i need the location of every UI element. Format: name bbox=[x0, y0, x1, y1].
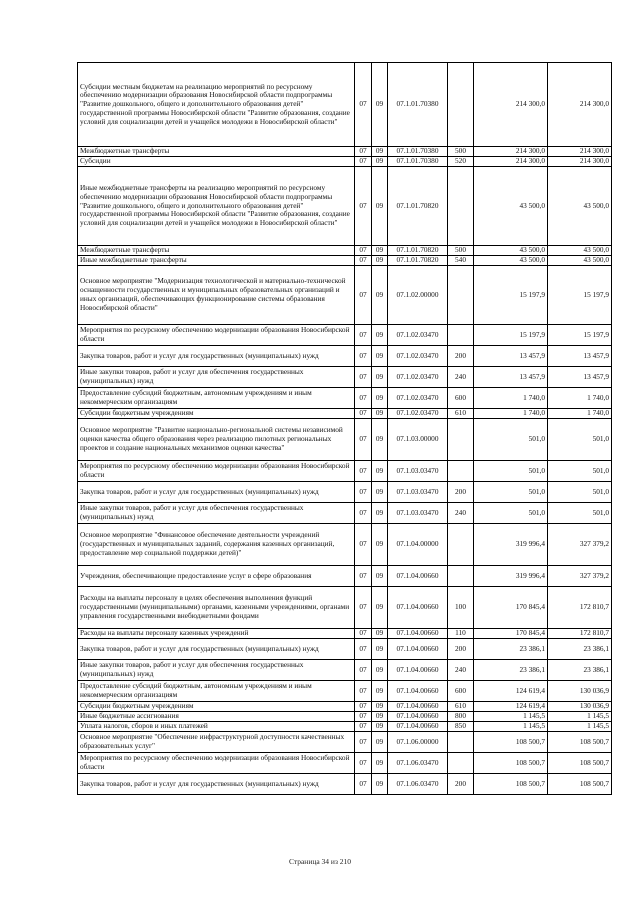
subsection-code-cell: 09 bbox=[372, 367, 388, 388]
section-code-cell: 07 bbox=[355, 167, 372, 246]
target-article-cell: 07.1.04.00660 bbox=[388, 712, 448, 722]
amount-year2-cell: 130 036,9 bbox=[548, 702, 612, 712]
section-code-cell: 07 bbox=[355, 409, 372, 419]
amount-year2-cell: 1 145,5 bbox=[548, 722, 612, 732]
amount-year2-cell: 43 500,0 bbox=[548, 167, 612, 246]
section-code-cell: 07 bbox=[355, 732, 372, 753]
table-row bbox=[78, 167, 612, 246]
expense-type-cell: 600 bbox=[448, 388, 474, 409]
expense-type-cell: 200 bbox=[448, 482, 474, 503]
subsection-code-cell: 09 bbox=[372, 712, 388, 722]
subsection-code-cell: 09 bbox=[372, 629, 388, 639]
section-code-cell: 07 bbox=[355, 681, 372, 702]
section-code-cell: 07 bbox=[355, 246, 372, 256]
target-article-cell: 07.1.01.70380 bbox=[388, 157, 448, 167]
row-name-cell: Иные закупки товаров, работ и услуг для обеспечения государственных (муниципальных) нужд bbox=[78, 503, 355, 524]
subsection-code-cell: 09 bbox=[372, 503, 388, 524]
section-code-cell: 07 bbox=[355, 722, 372, 732]
amount-year2-cell: 172 810,7 bbox=[548, 629, 612, 639]
section-code-cell: 07 bbox=[355, 566, 372, 587]
amount-year2-cell: 43 500,0 bbox=[548, 246, 612, 256]
row-name-cell: Иные закупки товаров, работ и услуг для обеспечения государственных (муниципальных) нужд bbox=[78, 367, 355, 388]
section-code-cell: 07 bbox=[355, 461, 372, 482]
row-name-cell: Субсидии местным бюджетам на реализацию мероприятий по ресурсному обеспечению модернизации образования Новосибирской области подпрограммы "Развитие дошкольного, общего и дополнительного образования детей" государственной программы Новосибирской области "Развитие образования, создание условий для социализации детей и учащейся молодежи в Новосибирской области" bbox=[78, 63, 355, 147]
target-article-cell: 07.1.01.70380 bbox=[388, 147, 448, 157]
target-article-cell: 07.1.03.03470 bbox=[388, 503, 448, 524]
amount-year2-cell: 130 036,9 bbox=[548, 681, 612, 702]
amount-year2-cell: 327 379,2 bbox=[548, 524, 612, 566]
table-row bbox=[78, 639, 612, 660]
table-row bbox=[78, 660, 612, 681]
table-row bbox=[78, 702, 612, 712]
amount-year1-cell: 214 300,0 bbox=[474, 157, 548, 167]
amount-year2-cell: 108 500,7 bbox=[548, 753, 612, 774]
amount-year1-cell: 501,0 bbox=[474, 419, 548, 461]
table-row bbox=[78, 774, 612, 795]
target-article-cell: 07.1.03.03470 bbox=[388, 482, 448, 503]
amount-year1-cell: 319 996,4 bbox=[474, 566, 548, 587]
amount-year1-cell: 108 500,7 bbox=[474, 732, 548, 753]
subsection-code-cell: 09 bbox=[372, 266, 388, 325]
target-article-cell: 07.1.03.00000 bbox=[388, 419, 448, 461]
expense-type-cell: 850 bbox=[448, 722, 474, 732]
subsection-code-cell: 09 bbox=[372, 566, 388, 587]
amount-year2-cell: 501,0 bbox=[548, 503, 612, 524]
expense-type-cell: 240 bbox=[448, 503, 474, 524]
amount-year2-cell: 327 379,2 bbox=[548, 566, 612, 587]
expense-type-cell: 200 bbox=[448, 346, 474, 367]
section-code-cell: 07 bbox=[355, 753, 372, 774]
target-article-cell: 07.1.04.00660 bbox=[388, 587, 448, 629]
row-name-cell: Иные межбюджетные трансферты на реализацию мероприятий по ресурсному обеспечению модернизации образования Новосибирской области подпрограммы "Развитие дошкольного, общего и дополнительного образования детей" государственной программы Новосибирской области "Развитие образования, создание условий для социализации детей и учащейся молодежи в Новосибирской области" bbox=[78, 167, 355, 246]
subsection-code-cell: 09 bbox=[372, 639, 388, 660]
target-article-cell: 07.1.04.00660 bbox=[388, 660, 448, 681]
expense-type-cell: 200 bbox=[448, 774, 474, 795]
expense-type-cell: 240 bbox=[448, 367, 474, 388]
table-row bbox=[78, 681, 612, 702]
amount-year1-cell: 13 457,9 bbox=[474, 346, 548, 367]
amount-year1-cell: 43 500,0 bbox=[474, 256, 548, 266]
section-code-cell: 07 bbox=[355, 157, 372, 167]
expense-type-cell: 500 bbox=[448, 147, 474, 157]
target-article-cell: 07.1.02.03470 bbox=[388, 346, 448, 367]
subsection-code-cell: 09 bbox=[372, 147, 388, 157]
subsection-code-cell: 09 bbox=[372, 660, 388, 681]
row-name-cell: Предоставление субсидий бюджетным, автономным учреждениям и иным некоммерческим организациям bbox=[78, 681, 355, 702]
subsection-code-cell: 09 bbox=[372, 388, 388, 409]
row-name-cell: Предоставление субсидий бюджетным, автономным учреждениям и иным некоммерческим организациям bbox=[78, 388, 355, 409]
table-row bbox=[78, 419, 612, 461]
expense-type-cell bbox=[448, 461, 474, 482]
expense-type-cell: 110 bbox=[448, 629, 474, 639]
expense-type-cell bbox=[448, 63, 474, 147]
expense-type-cell bbox=[448, 266, 474, 325]
section-code-cell: 07 bbox=[355, 256, 372, 266]
table-body bbox=[78, 63, 612, 795]
table-row bbox=[78, 63, 612, 147]
amount-year2-cell: 43 500,0 bbox=[548, 256, 612, 266]
row-name-cell: Закупка товаров, работ и услуг для государственных (муниципальных) нужд bbox=[78, 482, 355, 503]
row-name-cell: Межбюджетные трансферты bbox=[78, 246, 355, 256]
section-code-cell: 07 bbox=[355, 587, 372, 629]
expense-type-cell bbox=[448, 566, 474, 587]
amount-year1-cell: 170 845,4 bbox=[474, 629, 548, 639]
target-article-cell: 07.1.02.03470 bbox=[388, 325, 448, 346]
section-code-cell: 07 bbox=[355, 388, 372, 409]
table-row bbox=[78, 157, 612, 167]
subsection-code-cell: 09 bbox=[372, 419, 388, 461]
section-code-cell: 07 bbox=[355, 629, 372, 639]
section-code-cell: 07 bbox=[355, 639, 372, 660]
subsection-code-cell: 09 bbox=[372, 409, 388, 419]
section-code-cell: 07 bbox=[355, 774, 372, 795]
row-name-cell: Основное мероприятие "Модернизация технологической и материально-технической оснащенности государственных и муниципальных образовательных организаций и иных организаций, обеспечивающих функционирование системы образования Новосибирской области" bbox=[78, 266, 355, 325]
table-row bbox=[78, 388, 612, 409]
row-name-cell: Субсидии бюджетным учреждениям bbox=[78, 702, 355, 712]
row-name-cell: Иные бюджетные ассигнования bbox=[78, 712, 355, 722]
section-code-cell: 07 bbox=[355, 482, 372, 503]
subsection-code-cell: 09 bbox=[372, 524, 388, 566]
table-row bbox=[78, 266, 612, 325]
table-row bbox=[78, 482, 612, 503]
amount-year1-cell: 15 197,9 bbox=[474, 266, 548, 325]
amount-year1-cell: 170 845,4 bbox=[474, 587, 548, 629]
row-name-cell: Закупка товаров, работ и услуг для государственных (муниципальных) нужд bbox=[78, 639, 355, 660]
expense-type-cell: 200 bbox=[448, 639, 474, 660]
amount-year1-cell: 15 197,9 bbox=[474, 325, 548, 346]
expense-type-cell bbox=[448, 753, 474, 774]
subsection-code-cell: 09 bbox=[372, 167, 388, 246]
amount-year2-cell: 214 300,0 bbox=[548, 63, 612, 147]
expense-type-cell: 520 bbox=[448, 157, 474, 167]
subsection-code-cell: 09 bbox=[372, 157, 388, 167]
amount-year1-cell: 214 300,0 bbox=[474, 147, 548, 157]
amount-year2-cell: 501,0 bbox=[548, 419, 612, 461]
target-article-cell: 07.1.01.70820 bbox=[388, 167, 448, 246]
amount-year2-cell: 214 300,0 bbox=[548, 157, 612, 167]
target-article-cell: 07.1.01.70820 bbox=[388, 246, 448, 256]
amount-year1-cell: 23 386,1 bbox=[474, 639, 548, 660]
amount-year1-cell: 1 145,5 bbox=[474, 722, 548, 732]
row-name-cell: Основное мероприятие "Развитие национально-региональной системы независимой оценки качества общего образования через реализацию пилотных региональных проектов и создание национальных механизмов оценки качества" bbox=[78, 419, 355, 461]
expense-type-cell bbox=[448, 325, 474, 346]
amount-year1-cell: 501,0 bbox=[474, 461, 548, 482]
expense-type-cell: 610 bbox=[448, 702, 474, 712]
section-code-cell: 07 bbox=[355, 266, 372, 325]
target-article-cell: 07.1.03.03470 bbox=[388, 461, 448, 482]
table-row bbox=[78, 712, 612, 722]
target-article-cell: 07.1.04.00660 bbox=[388, 639, 448, 660]
amount-year2-cell: 13 457,9 bbox=[548, 346, 612, 367]
target-article-cell: 07.1.02.00000 bbox=[388, 266, 448, 325]
amount-year2-cell: 108 500,7 bbox=[548, 774, 612, 795]
target-article-cell: 07.1.04.00000 bbox=[388, 524, 448, 566]
amount-year1-cell: 1 740,0 bbox=[474, 409, 548, 419]
target-article-cell: 07.1.04.00660 bbox=[388, 681, 448, 702]
expense-type-cell: 240 bbox=[448, 660, 474, 681]
row-name-cell: Мероприятия по ресурсному обеспечению модернизации образования Новосибирской области bbox=[78, 325, 355, 346]
target-article-cell: 07.1.06.03470 bbox=[388, 753, 448, 774]
subsection-code-cell: 09 bbox=[372, 246, 388, 256]
amount-year1-cell: 501,0 bbox=[474, 503, 548, 524]
amount-year2-cell: 501,0 bbox=[548, 461, 612, 482]
amount-year1-cell: 23 386,1 bbox=[474, 660, 548, 681]
target-article-cell: 07.1.04.00660 bbox=[388, 722, 448, 732]
amount-year1-cell: 1 145,5 bbox=[474, 712, 548, 722]
table-row bbox=[78, 461, 612, 482]
expense-type-cell: 800 bbox=[448, 712, 474, 722]
row-name-cell: Мероприятия по ресурсному обеспечению модернизации образования Новосибирской области bbox=[78, 753, 355, 774]
subsection-code-cell: 09 bbox=[372, 325, 388, 346]
table-row bbox=[78, 524, 612, 566]
expense-type-cell: 540 bbox=[448, 256, 474, 266]
table-row bbox=[78, 409, 612, 419]
amount-year2-cell: 15 197,9 bbox=[548, 266, 612, 325]
row-name-cell: Межбюджетные трансферты bbox=[78, 147, 355, 157]
amount-year2-cell: 23 386,1 bbox=[548, 660, 612, 681]
target-article-cell: 07.1.04.00660 bbox=[388, 702, 448, 712]
row-name-cell: Основное мероприятие "Финансовое обеспечение деятельности учреждений (государственных и муниципальных заданий, содержания казенных организаций, предоставление мер социальной поддержки детей)" bbox=[78, 524, 355, 566]
target-article-cell: 07.1.01.70820 bbox=[388, 256, 448, 266]
amount-year2-cell: 214 300,0 bbox=[548, 147, 612, 157]
table-row bbox=[78, 325, 612, 346]
amount-year2-cell: 1 145,5 bbox=[548, 712, 612, 722]
table-row bbox=[78, 346, 612, 367]
row-name-cell: Закупка товаров, работ и услуг для государственных (муниципальных) нужд bbox=[78, 346, 355, 367]
amount-year1-cell: 43 500,0 bbox=[474, 246, 548, 256]
expense-type-cell: 500 bbox=[448, 246, 474, 256]
row-name-cell: Учреждения, обеспечивающие предоставление услуг в сфере образования bbox=[78, 566, 355, 587]
expense-type-cell bbox=[448, 524, 474, 566]
expense-type-cell bbox=[448, 167, 474, 246]
amount-year1-cell: 1 740,0 bbox=[474, 388, 548, 409]
subsection-code-cell: 09 bbox=[372, 702, 388, 712]
row-name-cell: Субсидии бюджетным учреждениям bbox=[78, 409, 355, 419]
target-article-cell: 07.1.01.70380 bbox=[388, 63, 448, 147]
section-code-cell: 07 bbox=[355, 325, 372, 346]
table-row bbox=[78, 587, 612, 629]
amount-year2-cell: 172 810,7 bbox=[548, 587, 612, 629]
row-name-cell: Закупка товаров, работ и услуг для государственных (муниципальных) нужд bbox=[78, 774, 355, 795]
amount-year2-cell: 1 740,0 bbox=[548, 409, 612, 419]
subsection-code-cell: 09 bbox=[372, 256, 388, 266]
table-row bbox=[78, 367, 612, 388]
amount-year2-cell: 501,0 bbox=[548, 482, 612, 503]
row-name-cell: Субсидии bbox=[78, 157, 355, 167]
amount-year1-cell: 501,0 bbox=[474, 482, 548, 503]
amount-year1-cell: 319 996,4 bbox=[474, 524, 548, 566]
table-row bbox=[78, 722, 612, 732]
amount-year2-cell: 13 457,9 bbox=[548, 367, 612, 388]
target-article-cell: 07.1.02.03470 bbox=[388, 409, 448, 419]
expense-type-cell: 100 bbox=[448, 587, 474, 629]
page-number: Страница 34 из 210 bbox=[288, 857, 352, 866]
target-article-cell: 07.1.06.00000 bbox=[388, 732, 448, 753]
subsection-code-cell: 09 bbox=[372, 753, 388, 774]
expense-type-cell: 600 bbox=[448, 681, 474, 702]
section-code-cell: 07 bbox=[355, 346, 372, 367]
expense-type-cell: 610 bbox=[448, 409, 474, 419]
amount-year2-cell: 1 740,0 bbox=[548, 388, 612, 409]
subsection-code-cell: 09 bbox=[372, 63, 388, 147]
section-code-cell: 07 bbox=[355, 503, 372, 524]
subsection-code-cell: 09 bbox=[372, 482, 388, 503]
subsection-code-cell: 09 bbox=[372, 774, 388, 795]
subsection-code-cell: 09 bbox=[372, 587, 388, 629]
target-article-cell: 07.1.02.03470 bbox=[388, 388, 448, 409]
section-code-cell: 07 bbox=[355, 419, 372, 461]
table-row bbox=[78, 629, 612, 639]
document-page bbox=[77, 62, 611, 795]
amount-year1-cell: 124 619,4 bbox=[474, 702, 548, 712]
row-name-cell: Расходы на выплаты персоналу казенных учреждений bbox=[78, 629, 355, 639]
amount-year2-cell: 108 500,7 bbox=[548, 732, 612, 753]
subsection-code-cell: 09 bbox=[372, 461, 388, 482]
section-code-cell: 07 bbox=[355, 712, 372, 722]
row-name-cell: Мероприятия по ресурсному обеспечению модернизации образования Новосибирской области bbox=[78, 461, 355, 482]
table-row bbox=[78, 246, 612, 256]
amount-year1-cell: 13 457,9 bbox=[474, 367, 548, 388]
subsection-code-cell: 09 bbox=[372, 722, 388, 732]
subsection-code-cell: 09 bbox=[372, 681, 388, 702]
section-code-cell: 07 bbox=[355, 147, 372, 157]
target-article-cell: 07.1.04.00660 bbox=[388, 629, 448, 639]
table-row bbox=[78, 147, 612, 157]
section-code-cell: 07 bbox=[355, 524, 372, 566]
amount-year1-cell: 214 300,0 bbox=[474, 63, 548, 147]
table-row bbox=[78, 256, 612, 266]
expense-type-cell bbox=[448, 732, 474, 753]
amount-year1-cell: 108 500,7 bbox=[474, 753, 548, 774]
row-name-cell: Иные закупки товаров, работ и услуг для обеспечения государственных (муниципальных) нужд bbox=[78, 660, 355, 681]
target-article-cell: 07.1.06.03470 bbox=[388, 774, 448, 795]
table-row bbox=[78, 503, 612, 524]
subsection-code-cell: 09 bbox=[372, 732, 388, 753]
row-name-cell: Иные межбюджетные трансферты bbox=[78, 256, 355, 266]
row-name-cell: Основное мероприятие "Обеспечение инфраструктурной доступности качественных образовательных услуг" bbox=[78, 732, 355, 753]
amount-year1-cell: 108 500,7 bbox=[474, 774, 548, 795]
section-code-cell: 07 bbox=[355, 702, 372, 712]
row-name-cell: Уплата налогов, сборов и иных платежей bbox=[78, 722, 355, 732]
section-code-cell: 07 bbox=[355, 660, 372, 681]
target-article-cell: 07.1.04.00660 bbox=[388, 566, 448, 587]
target-article-cell: 07.1.02.03470 bbox=[388, 367, 448, 388]
table-row bbox=[78, 566, 612, 587]
amount-year2-cell: 15 197,9 bbox=[548, 325, 612, 346]
amount-year2-cell: 23 386,1 bbox=[548, 639, 612, 660]
budget-table bbox=[77, 62, 612, 795]
row-name-cell: Расходы на выплаты персоналу в целях обеспечения выполнения функций государственными (муниципальными) органами, казенными учреждениями, органами управления государственными внебюджетными фондами bbox=[78, 587, 355, 629]
amount-year1-cell: 124 619,4 bbox=[474, 681, 548, 702]
section-code-cell: 07 bbox=[355, 63, 372, 147]
subsection-code-cell: 09 bbox=[372, 346, 388, 367]
expense-type-cell bbox=[448, 419, 474, 461]
section-code-cell: 07 bbox=[355, 367, 372, 388]
table-row bbox=[78, 753, 612, 774]
amount-year1-cell: 43 500,0 bbox=[474, 167, 548, 246]
table-row bbox=[78, 732, 612, 753]
